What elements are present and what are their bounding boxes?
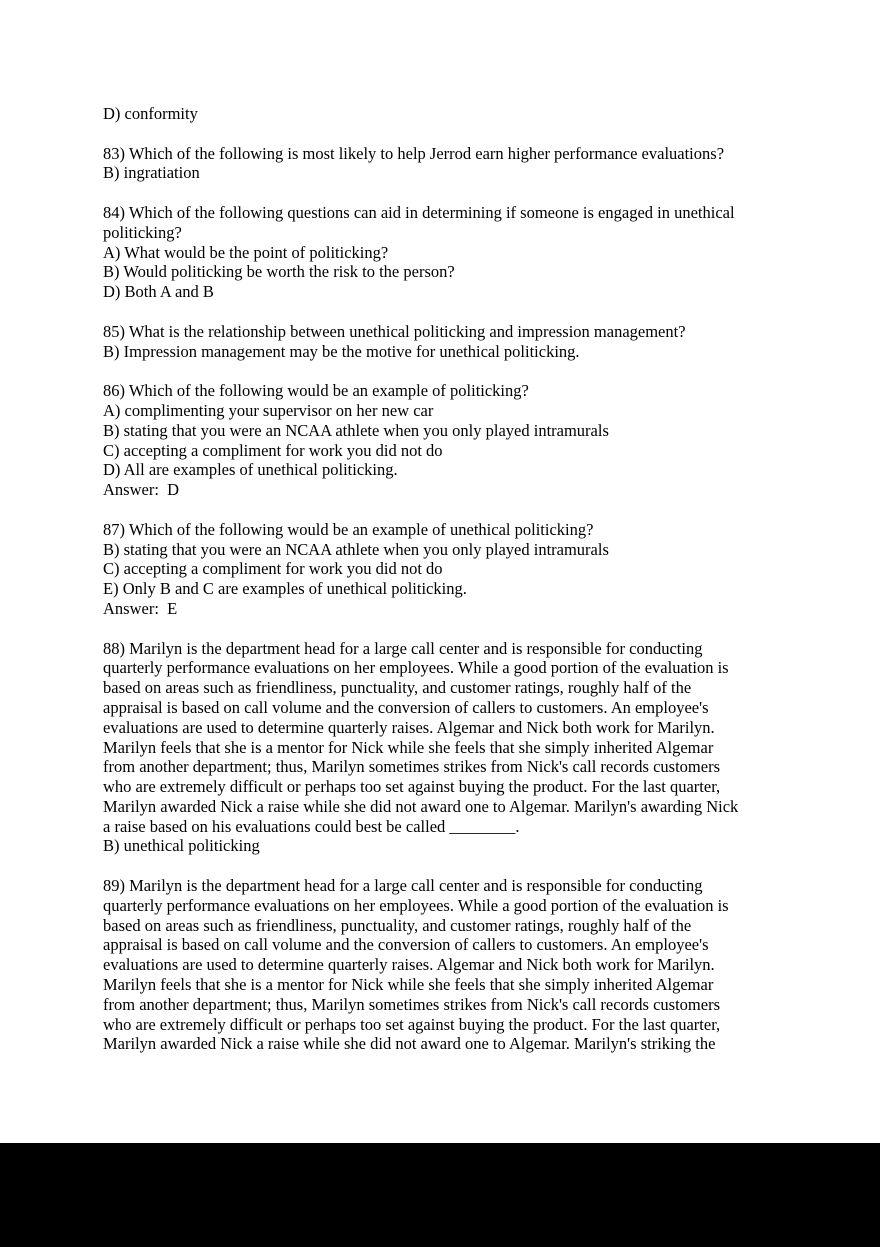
text-line: who are extremely difficult or perhaps too set against buying the product. For the last quarter, bbox=[103, 777, 721, 797]
text-line: C) accepting a compliment for work you did not do bbox=[103, 559, 443, 579]
text-line: Marilyn feels that she is a mentor for Nick while she feels that she simply inherited Algemar bbox=[103, 975, 714, 995]
text-line: evaluations are used to determine quarterly raises. Algemar and Nick both work for Marilyn. bbox=[103, 955, 715, 975]
text-line: 86) Which of the following would be an example of politicking? bbox=[103, 381, 529, 401]
bottom-black-bar bbox=[0, 1143, 880, 1247]
question-block bbox=[103, 322, 793, 362]
text-line: from another department; thus, Marilyn sometimes strikes from Nick's call records customers bbox=[103, 994, 720, 1014]
text-line: politicking? bbox=[103, 222, 182, 242]
text-line: 83) Which of the following is most likely to help Jerrod earn higher performance evaluations? bbox=[103, 143, 725, 163]
text-line: appraisal is based on call volume and the conversion of callers to customers. An employee's bbox=[103, 935, 709, 955]
text-line: Marilyn feels that she is a mentor for Nick while she feels that she simply inherited Algemar bbox=[103, 737, 714, 757]
text-line: B) Impression management may be the motive for unethical politicking. bbox=[103, 341, 580, 361]
text-line: 89) Marilyn is the department head for a large call center and is responsible for conducting bbox=[103, 876, 703, 896]
text-line: based on areas such as friendliness, punctuality, and customer ratings, roughly half of the bbox=[103, 915, 692, 935]
text-line: B) stating that you were an NCAA athlete when you only played intramurals bbox=[103, 539, 609, 559]
question-block bbox=[103, 203, 793, 302]
text-line: 88) Marilyn is the department head for a large call center and is responsible for conducting bbox=[103, 638, 703, 658]
text-line: 87) Which of the following would be an example of unethical politicking? bbox=[103, 519, 594, 539]
text-line: based on areas such as friendliness, punctuality, and customer ratings, roughly half of the bbox=[103, 678, 692, 698]
text-line: 84) Which of the following questions can aid in determining if someone is engaged in unethical bbox=[103, 202, 735, 222]
question-block bbox=[103, 104, 793, 124]
question-block bbox=[103, 639, 793, 857]
question-block bbox=[103, 520, 793, 619]
text-line: quarterly performance evaluations on her employees. While a good portion of the evaluation is bbox=[103, 658, 729, 678]
text-line: evaluations are used to determine quarterly raises. Algemar and Nick both work for Marilyn. bbox=[103, 717, 715, 737]
text-line: quarterly performance evaluations on her employees. While a good portion of the evaluation is bbox=[103, 895, 729, 915]
text-line: A) complimenting your supervisor on her new car bbox=[103, 400, 434, 420]
text-line: E) Only B and C are examples of unethical politicking. bbox=[103, 579, 467, 599]
question-block bbox=[103, 876, 793, 1054]
text-line: B) unethical politicking bbox=[103, 836, 260, 856]
text-line: B) stating that you were an NCAA athlete when you only played intramurals bbox=[103, 420, 609, 440]
text-line: D) conformity bbox=[103, 104, 198, 123]
text-line: Marilyn awarded Nick a raise while she did not award one to Algemar. Marilyn's striking the bbox=[103, 1034, 716, 1054]
text-line: D) Both A and B bbox=[103, 282, 214, 302]
text-line: Answer: E bbox=[103, 598, 178, 618]
text-line: 85) What is the relationship between unethical politicking and impression management? bbox=[103, 321, 686, 341]
text-line: B) Would politicking be worth the risk to the person? bbox=[103, 262, 455, 282]
text-line: Marilyn awarded Nick a raise while she did not award one to Algemar. Marilyn's awarding Nick bbox=[103, 796, 739, 816]
text-line: who are extremely difficult or perhaps too set against buying the product. For the last quarter, bbox=[103, 1014, 721, 1034]
text-line: appraisal is based on call volume and the conversion of callers to customers. An employee's bbox=[103, 697, 709, 717]
text-line: D) All are examples of unethical politicking. bbox=[103, 460, 398, 480]
text-line: C) accepting a compliment for work you did not do bbox=[103, 440, 443, 460]
question-block bbox=[103, 381, 793, 500]
text-content bbox=[103, 104, 793, 1054]
text-line: A) What would be the point of politicking? bbox=[103, 242, 389, 262]
text-line: from another department; thus, Marilyn sometimes strikes from Nick's call records customers bbox=[103, 757, 720, 777]
text-line: B) ingratiation bbox=[103, 163, 200, 183]
text-line: a raise based on his evaluations could best be called ________. bbox=[103, 816, 520, 836]
text-line: Answer: D bbox=[103, 480, 180, 500]
question-block bbox=[103, 144, 793, 184]
